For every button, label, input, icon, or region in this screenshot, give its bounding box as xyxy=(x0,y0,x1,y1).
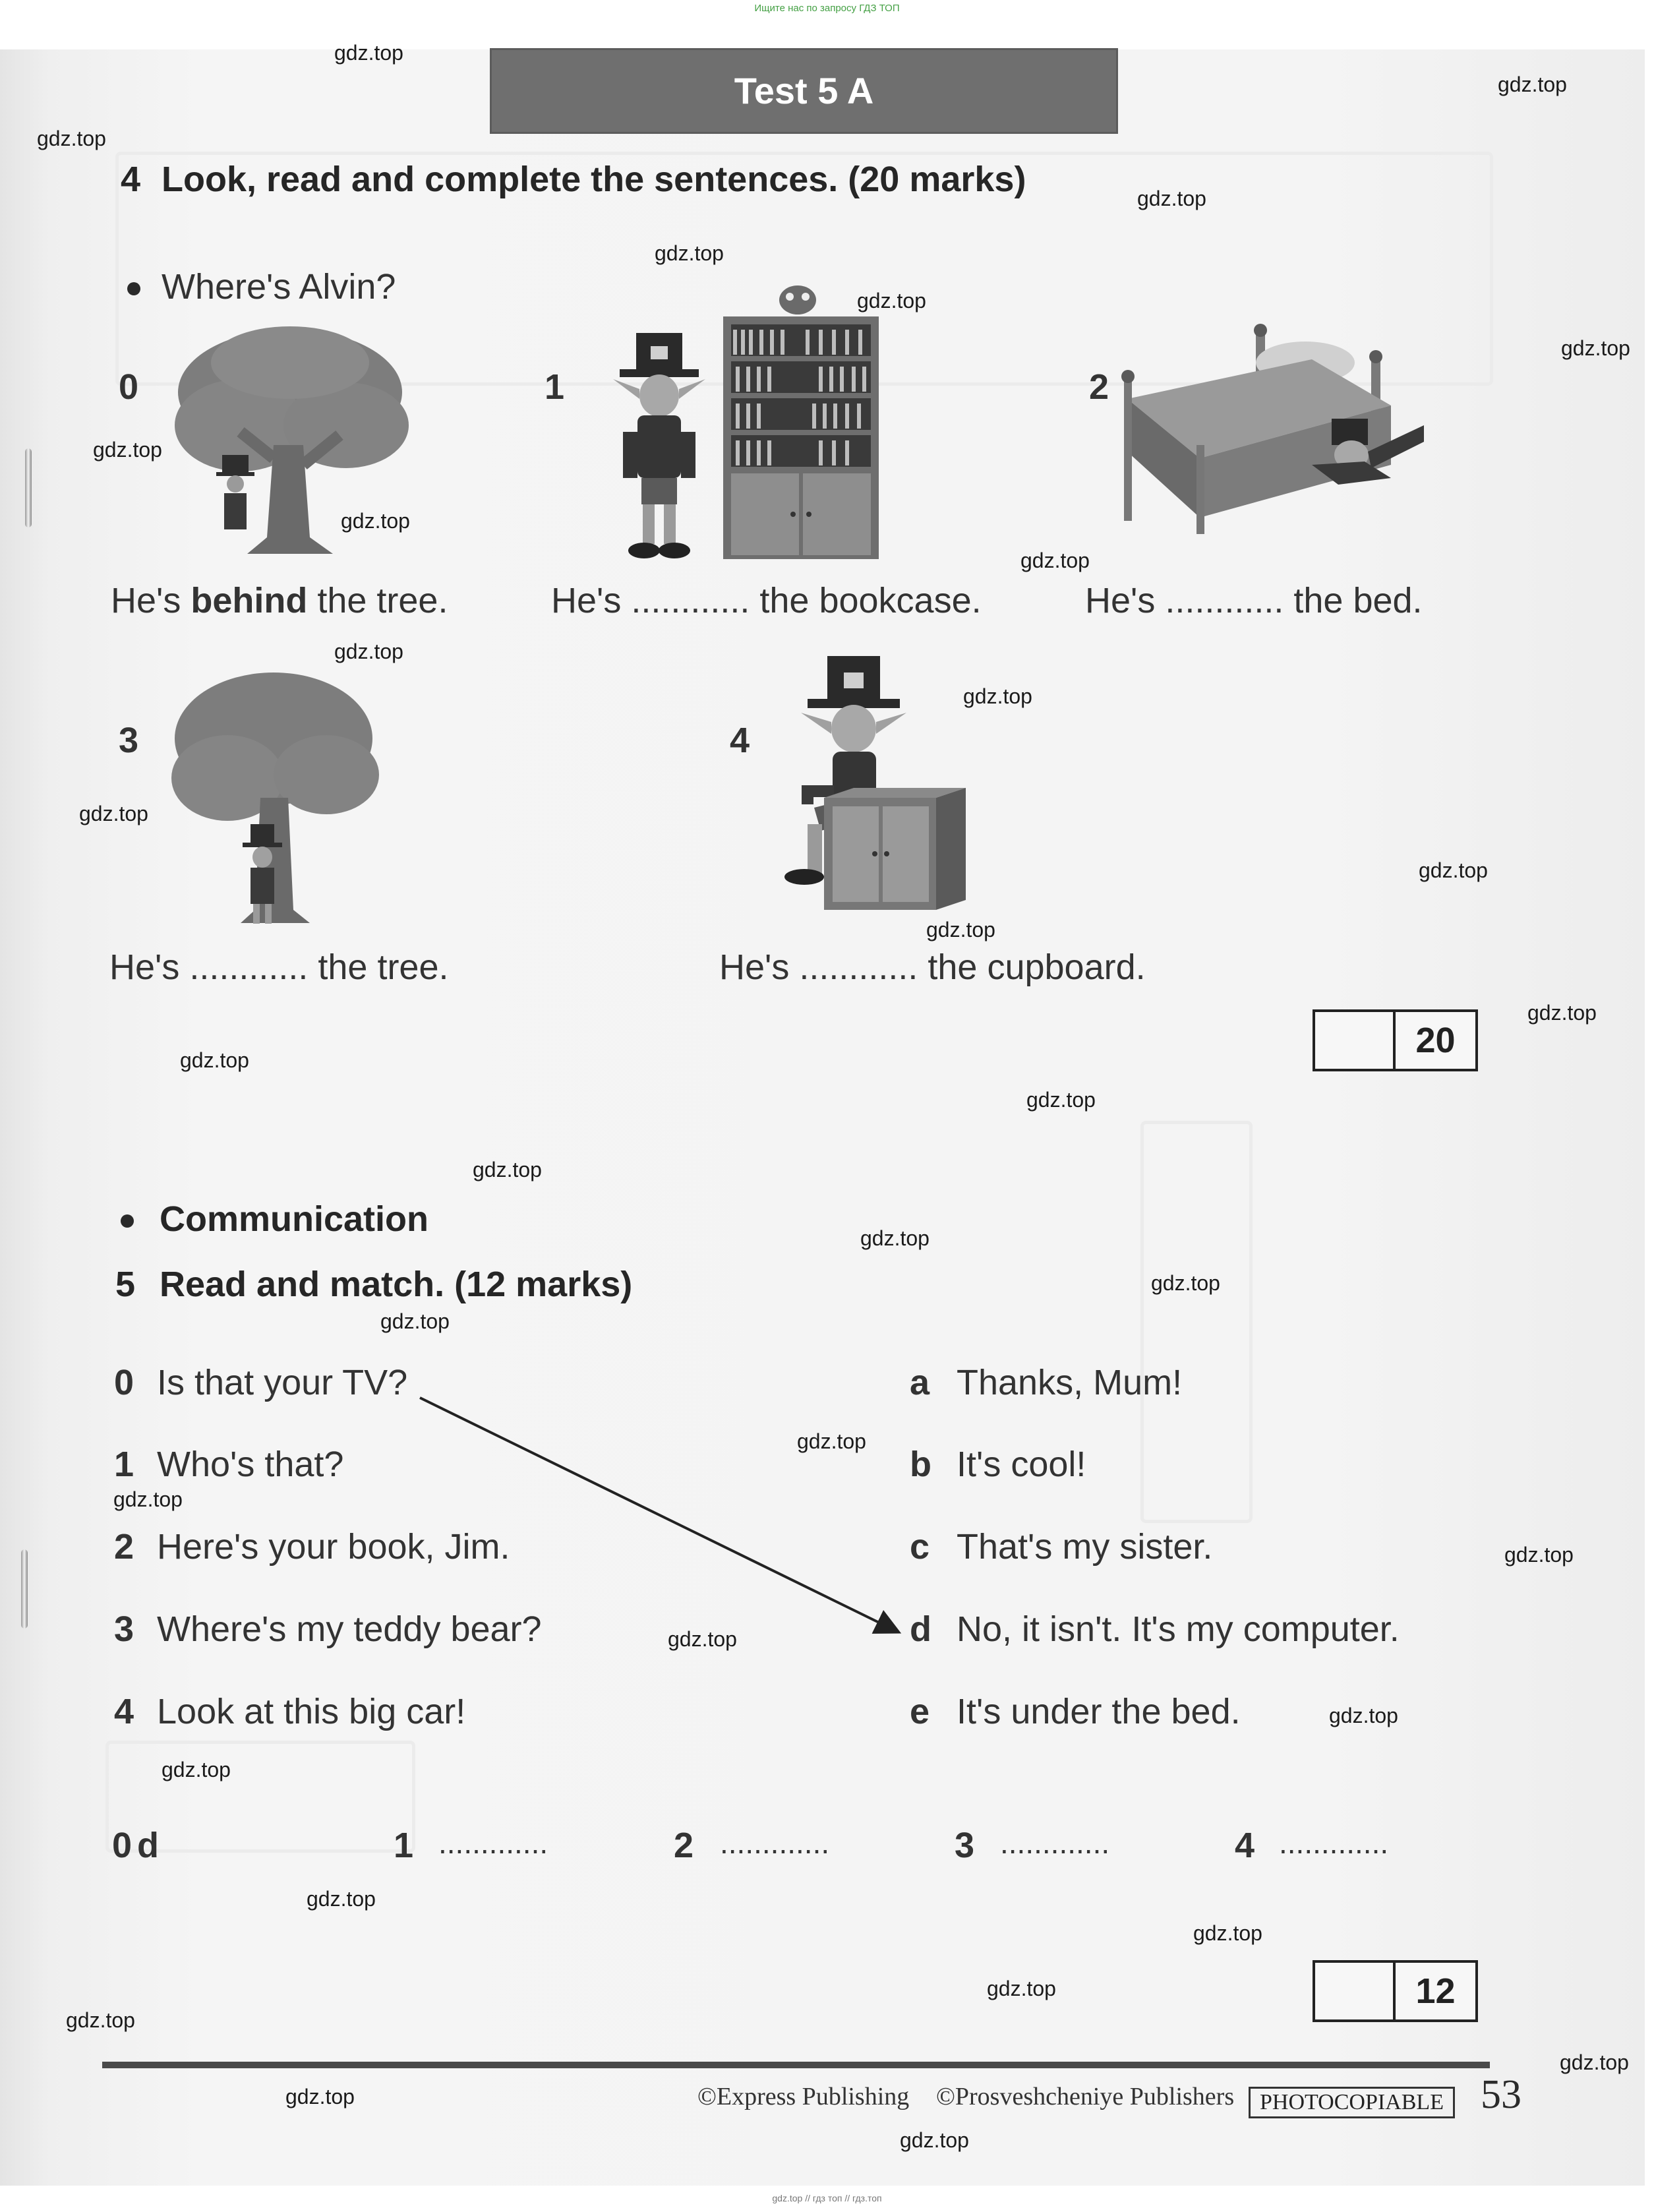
question-text: Here's your book, Jim. xyxy=(157,1527,510,1567)
question-text: Who's that? xyxy=(157,1445,344,1484)
watermark: gdz.top xyxy=(334,640,403,663)
page-number: 53 xyxy=(1481,2072,1521,2117)
picture-number: 2 xyxy=(1089,367,1109,407)
footer-rule xyxy=(102,2062,1490,2068)
watermark: gdz.top xyxy=(1020,549,1090,572)
watermark: gdz.top xyxy=(926,918,995,942)
section4-instruction: Look, read and complete the sentences. (20 marks) xyxy=(162,160,1026,199)
picture-number: 0 xyxy=(119,367,139,407)
watermark: gdz.top xyxy=(37,127,106,150)
watermark: gdz.top xyxy=(180,1048,249,1072)
watermark: gdz.top xyxy=(655,241,724,265)
answer-blank[interactable]: ............. xyxy=(1279,1826,1389,1860)
watermark: gdz.top xyxy=(162,1758,231,1781)
watermark: gdz.top xyxy=(1329,1704,1398,1727)
question-number: 0 xyxy=(114,1363,134,1402)
section5-instruction: Read and match. (12 marks) xyxy=(160,1265,633,1304)
question-number: 4 xyxy=(114,1692,134,1731)
sentence-1[interactable]: He's ............ the bookcase. xyxy=(551,581,982,620)
answer-text: Thanks, Mum! xyxy=(957,1363,1183,1402)
watermark: gdz.top xyxy=(1498,73,1567,96)
answer-text: That's my sister. xyxy=(957,1527,1213,1567)
answer-row-number: 1 xyxy=(394,1826,414,1865)
answer-row-number: 2 xyxy=(674,1826,694,1865)
picture-number: 3 xyxy=(119,721,139,760)
answer-letter: a xyxy=(910,1363,930,1402)
publisher-credit: ©Express Publishing xyxy=(697,2083,910,2110)
score-max: 12 xyxy=(1415,1971,1456,2011)
answer-text: It's under the bed. xyxy=(957,1692,1241,1731)
watermark: gdz.top xyxy=(79,802,148,825)
watermark: gdz.top xyxy=(797,1429,866,1453)
watermark: gdz.top xyxy=(307,1887,376,1911)
watermark: gdz.top xyxy=(66,2008,135,2032)
watermark: gdz.top xyxy=(473,1158,542,1181)
question-number: 3 xyxy=(114,1609,134,1649)
watermark: gdz.top xyxy=(1504,1543,1574,1567)
question-text: Where's my teddy bear? xyxy=(157,1609,542,1649)
communication-heading: Communication xyxy=(160,1199,429,1239)
watermark: gdz.top xyxy=(1560,2050,1629,2074)
watermark: gdz.top xyxy=(1026,1088,1096,1112)
answer-letter: e xyxy=(910,1692,930,1731)
score-box xyxy=(1313,1960,1478,2022)
answer-text: It's cool! xyxy=(957,1445,1086,1484)
question-number: 2 xyxy=(114,1527,134,1567)
watermark: gdz.top xyxy=(1561,336,1630,360)
watermark: gdz.top xyxy=(1151,1271,1220,1295)
answer-letter: d xyxy=(910,1609,931,1649)
answer-row-number: 3 xyxy=(955,1826,975,1865)
score-max: 20 xyxy=(1415,1021,1456,1060)
sentence-4[interactable]: He's ............ the cupboard. xyxy=(719,947,1146,987)
watermark: gdz.top xyxy=(860,1226,930,1250)
watermark: gdz.top xyxy=(1193,1921,1262,1945)
answer-text: No, it isn't. It's my computer. xyxy=(957,1609,1400,1649)
section4-number: 4 xyxy=(121,160,141,199)
section5-number: 5 xyxy=(115,1265,136,1304)
watermark: gdz.top xyxy=(857,289,926,313)
header-banner[interactable]: Ищите нас по запросу ГДЗ ТОП xyxy=(754,3,900,14)
watermark: gdz.top xyxy=(285,2085,355,2108)
watermark: gdz.top xyxy=(1527,1001,1597,1025)
answer-row-number: 4 xyxy=(1235,1826,1255,1865)
question-text: Is that your TV? xyxy=(157,1363,408,1402)
watermark: gdz.top xyxy=(668,1627,737,1651)
example-answer: behind xyxy=(191,581,308,620)
sentence-3[interactable]: He's ............ the tree. xyxy=(109,947,449,987)
watermark: gdz.top xyxy=(341,509,410,533)
watermark: gdz.top xyxy=(963,684,1032,708)
answer-blank[interactable]: ............. xyxy=(438,1826,548,1860)
watermark: gdz.top xyxy=(1137,187,1206,210)
photocopiable-label: PHOTOCOPIABLE xyxy=(1249,2087,1455,2118)
watermark: gdz.top xyxy=(987,1977,1056,2000)
watermark: gdz.top xyxy=(334,41,403,65)
answer-letter: b xyxy=(910,1445,931,1484)
sentence-prefix: He's xyxy=(111,581,191,620)
publisher-credit: ©Prosveshcheniye Publishers xyxy=(936,2083,1235,2110)
answer-blank[interactable]: ............. xyxy=(720,1826,830,1860)
picture-number: 1 xyxy=(545,367,565,407)
footer-banner[interactable]: gdz.top // гдз топ // гдз.топ xyxy=(772,2193,882,2203)
section4-question: Where's Alvin? xyxy=(162,267,396,307)
sentence-suffix: the tree. xyxy=(307,581,448,620)
watermark: gdz.top xyxy=(380,1309,450,1333)
watermark: gdz.top xyxy=(1419,858,1488,882)
question-number: 1 xyxy=(114,1445,134,1484)
answer-blank[interactable]: ............. xyxy=(1000,1826,1110,1860)
test-title: Test 5 A xyxy=(734,70,874,111)
watermark: gdz.top xyxy=(900,2128,969,2152)
question-text: Look at this big car! xyxy=(157,1692,466,1731)
picture-number: 4 xyxy=(730,721,750,760)
answer-letter: c xyxy=(910,1527,930,1567)
answer-row-number: 0 xyxy=(112,1826,133,1865)
watermark: gdz.top xyxy=(113,1487,183,1511)
watermark: gdz.top xyxy=(93,438,162,462)
answer-row-value: d xyxy=(137,1826,159,1865)
sentence-2[interactable]: He's ............ the bed. xyxy=(1085,581,1423,620)
